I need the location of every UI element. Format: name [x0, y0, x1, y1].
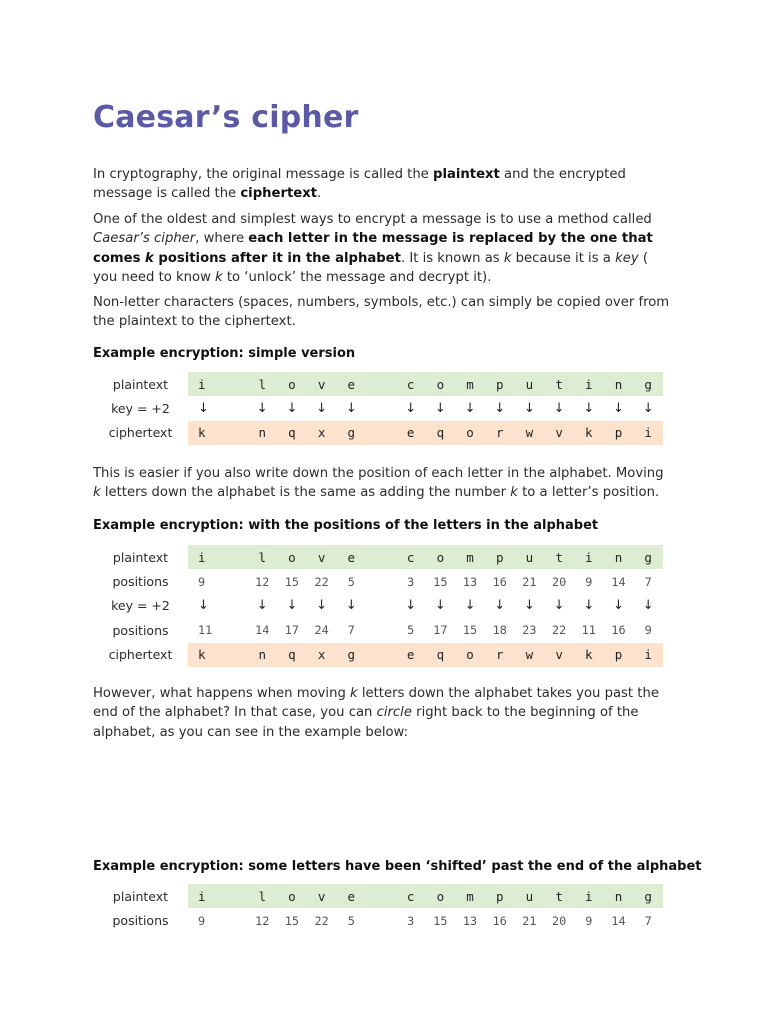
- cell: [218, 643, 248, 667]
- cell: ↓: [464, 598, 476, 614]
- cell: [366, 421, 396, 445]
- paragraph-non-letters: Non-letter characters (spaces, numbers, symbols, etc.) can simply be copied over from the plaintext to the ciphertext.: [93, 295, 670, 330]
- cell: ↓: [198, 401, 209, 417]
- cell: v: [307, 545, 337, 569]
- cell: w: [515, 421, 545, 445]
- cell: 9: [198, 574, 206, 589]
- row-plaintext: [93, 545, 663, 569]
- cell: i: [633, 643, 663, 667]
- cell: i: [633, 421, 663, 445]
- heading-shifted: Example encryption: some letters have been ‘shifted’ past the end of the alphabet: [93, 859, 702, 874]
- cell: ↓: [405, 401, 417, 417]
- cell: g: [336, 421, 366, 445]
- cell: ↓: [256, 401, 268, 417]
- cell: i: [574, 372, 604, 396]
- cell: [218, 594, 248, 618]
- cell: ↓: [286, 401, 298, 417]
- row-ciphertext: [93, 421, 663, 445]
- row-label: positions: [112, 574, 169, 590]
- cell: v: [307, 372, 337, 396]
- cell: 22: [551, 623, 567, 638]
- cell: p: [485, 372, 515, 396]
- cell: m: [455, 884, 485, 908]
- cell: 17: [433, 623, 448, 638]
- cell: [218, 396, 248, 420]
- cell: g: [336, 643, 366, 667]
- cell: [366, 545, 396, 569]
- cell: ↓: [494, 401, 506, 417]
- cell: n: [604, 884, 634, 908]
- row-positions-in: [93, 908, 663, 932]
- cell: 16: [492, 574, 507, 589]
- cell: ↓: [405, 598, 417, 614]
- cell: 5: [347, 913, 355, 928]
- cell: p: [604, 421, 634, 445]
- cell: n: [604, 545, 634, 569]
- cell: ↓: [583, 401, 595, 417]
- cell: [366, 569, 396, 593]
- cell: q: [426, 643, 456, 667]
- cell: l: [247, 545, 277, 569]
- cell: 9: [585, 574, 593, 589]
- cell: n: [247, 421, 277, 445]
- paragraph-wraparound: However, what happens when moving k letters down the alphabet takes you past the end of the alphabet? In that case, you can circle right back to the beginning of the alphabet, as you can see in the example below:: [93, 686, 659, 740]
- cell: t: [544, 884, 574, 908]
- cell: e: [336, 884, 366, 908]
- cell: v: [307, 884, 337, 908]
- cell: o: [277, 884, 307, 908]
- paragraph-positions: This is easier if you also write down the position of each letter in the alphabet. Moving k letters down the alphabet is the same as adding the number k to a letter’s position.: [93, 466, 664, 501]
- cell: 3: [407, 574, 415, 589]
- paragraph-caesar-definition: One of the oldest and simplest ways to encrypt a message is to use a method called Caesar’s cipher, where each letter in the message is replaced by the one that comes k positions after it in the alphabet. It is known as k because it is a key ( you need to know k to ‘unlock’ the message and decrypt it).: [93, 212, 653, 285]
- cell: u: [515, 545, 545, 569]
- cell: e: [336, 545, 366, 569]
- cell: g: [633, 884, 663, 908]
- cell: ↓: [434, 598, 446, 614]
- row-positions-out: [93, 618, 663, 642]
- cell: l: [247, 372, 277, 396]
- row-plaintext: [93, 884, 663, 908]
- cell: k: [188, 643, 218, 667]
- cell: o: [277, 372, 307, 396]
- cell: v: [544, 643, 574, 667]
- cell: 14: [255, 623, 270, 638]
- cell: ↓: [642, 598, 654, 614]
- cell: w: [515, 643, 545, 667]
- cell: x: [307, 643, 337, 667]
- cell: 9: [198, 913, 206, 928]
- cell: o: [426, 545, 456, 569]
- cell: 13: [462, 574, 478, 589]
- cell: 11: [198, 623, 213, 638]
- cell: c: [396, 884, 426, 908]
- cell: ↓: [345, 598, 357, 614]
- cell: 14: [611, 574, 626, 589]
- row-label: plaintext: [112, 549, 169, 565]
- cell: i: [574, 545, 604, 569]
- cell: 7: [644, 574, 652, 589]
- cell: ↓: [464, 401, 476, 417]
- cell: g: [633, 545, 663, 569]
- cell: x: [307, 421, 337, 445]
- cell: ↓: [345, 401, 357, 417]
- heading-simple-version: Example encryption: simple version: [93, 346, 356, 361]
- cell: u: [515, 884, 545, 908]
- cell: p: [485, 884, 515, 908]
- cell: o: [426, 884, 456, 908]
- cell: 15: [284, 913, 300, 928]
- cell: 15: [462, 623, 478, 638]
- cell: 22: [314, 913, 329, 928]
- cell: 12: [255, 913, 270, 928]
- cell: 9: [585, 913, 593, 928]
- cell: 18: [492, 623, 507, 638]
- cell: [366, 396, 396, 420]
- cell: o: [426, 372, 456, 396]
- cell: o: [277, 545, 307, 569]
- cell: l: [247, 884, 277, 908]
- cell: k: [574, 421, 604, 445]
- cell: ↓: [494, 598, 506, 614]
- row-label: plaintext: [112, 376, 169, 392]
- cell: [366, 884, 396, 908]
- cell: u: [515, 372, 545, 396]
- cell: 21: [522, 913, 537, 928]
- cell: p: [604, 643, 634, 667]
- cell: v: [544, 421, 574, 445]
- cell: 24: [314, 623, 329, 638]
- cell: ↓: [553, 598, 565, 614]
- cell: k: [188, 421, 218, 445]
- row-label: ciphertext: [108, 425, 173, 441]
- cell: i: [188, 545, 218, 569]
- table-shifted: [93, 884, 663, 933]
- cell: e: [336, 372, 366, 396]
- cell: 5: [407, 623, 415, 638]
- cell: [366, 618, 396, 642]
- cell: 3: [407, 913, 415, 928]
- cell: 20: [551, 913, 567, 928]
- cell: n: [247, 643, 277, 667]
- cell: c: [396, 545, 426, 569]
- cell: 21: [522, 574, 537, 589]
- cell: t: [544, 545, 574, 569]
- cell: i: [188, 372, 218, 396]
- cell: ↓: [642, 401, 654, 417]
- cell: ↓: [553, 401, 565, 417]
- heading-with-positions: Example encryption: with the positions of the letters in the alphabet: [93, 518, 599, 533]
- cell: 16: [492, 913, 507, 928]
- cell: [218, 421, 248, 445]
- cell: 15: [433, 913, 448, 928]
- row-key: [93, 396, 663, 420]
- cell: 15: [433, 574, 448, 589]
- cell: e: [396, 643, 426, 667]
- row-label: plaintext: [112, 888, 169, 904]
- cell: r: [485, 643, 515, 667]
- cell: [218, 569, 248, 593]
- cell: q: [277, 421, 307, 445]
- cell: ↓: [198, 598, 209, 614]
- cell: 15: [284, 574, 300, 589]
- cell: 22: [314, 574, 329, 589]
- cell: [218, 908, 248, 932]
- cell: ↓: [523, 401, 535, 417]
- cell: o: [455, 421, 485, 445]
- paragraph-intro: In cryptography, the original message is called the plaintext and the encrypted message is called the ciphertext.: [93, 167, 626, 202]
- cell: ↓: [613, 401, 624, 417]
- cell: 7: [644, 913, 652, 928]
- cell: [366, 908, 396, 932]
- row-positions-in: [93, 569, 663, 593]
- cell: t: [544, 372, 574, 396]
- cell: ↓: [256, 598, 268, 614]
- row-ciphertext: [93, 643, 663, 667]
- cell: i: [188, 884, 218, 908]
- cell: [366, 594, 396, 618]
- table-positions: [93, 545, 663, 667]
- cell: i: [574, 884, 604, 908]
- cell: [218, 618, 248, 642]
- cell: 7: [347, 623, 355, 638]
- row-label: key = +2: [111, 401, 170, 417]
- cell: 14: [611, 913, 626, 928]
- cell: ↓: [316, 401, 328, 417]
- cell: ↓: [583, 598, 595, 614]
- row-label: key = +2: [111, 598, 170, 614]
- cell: 20: [551, 574, 567, 589]
- row-key: [93, 594, 663, 618]
- row-label: positions: [112, 913, 169, 929]
- cell: c: [396, 372, 426, 396]
- cell: 9: [644, 623, 652, 638]
- cell: 17: [284, 623, 300, 638]
- cell: q: [426, 421, 456, 445]
- cell: 13: [462, 913, 478, 928]
- cell: q: [277, 643, 307, 667]
- cell: ↓: [523, 598, 535, 614]
- cell: [218, 545, 248, 569]
- cell: [218, 372, 248, 396]
- cell: o: [455, 643, 485, 667]
- cell: ↓: [434, 401, 446, 417]
- cell: 12: [255, 574, 270, 589]
- row-plaintext: [93, 372, 663, 396]
- row-label: ciphertext: [108, 647, 173, 663]
- cell: [366, 643, 396, 667]
- cell: n: [604, 372, 634, 396]
- cell: ↓: [316, 598, 328, 614]
- cell: g: [633, 372, 663, 396]
- cell: 5: [347, 574, 355, 589]
- cell: [218, 884, 248, 908]
- cell: r: [485, 421, 515, 445]
- cell: p: [485, 545, 515, 569]
- cell: ↓: [613, 598, 624, 614]
- cell: m: [455, 545, 485, 569]
- cell: 23: [522, 623, 537, 638]
- cell: e: [396, 421, 426, 445]
- row-label: positions: [112, 622, 169, 638]
- cell: 16: [611, 623, 626, 638]
- cell: k: [574, 643, 604, 667]
- cell: ↓: [286, 598, 298, 614]
- cell: m: [455, 372, 485, 396]
- page-title: Caesar’s cipher: [93, 100, 359, 135]
- cell: 11: [581, 623, 596, 638]
- table-simple: [93, 372, 663, 445]
- cell: [366, 372, 396, 396]
